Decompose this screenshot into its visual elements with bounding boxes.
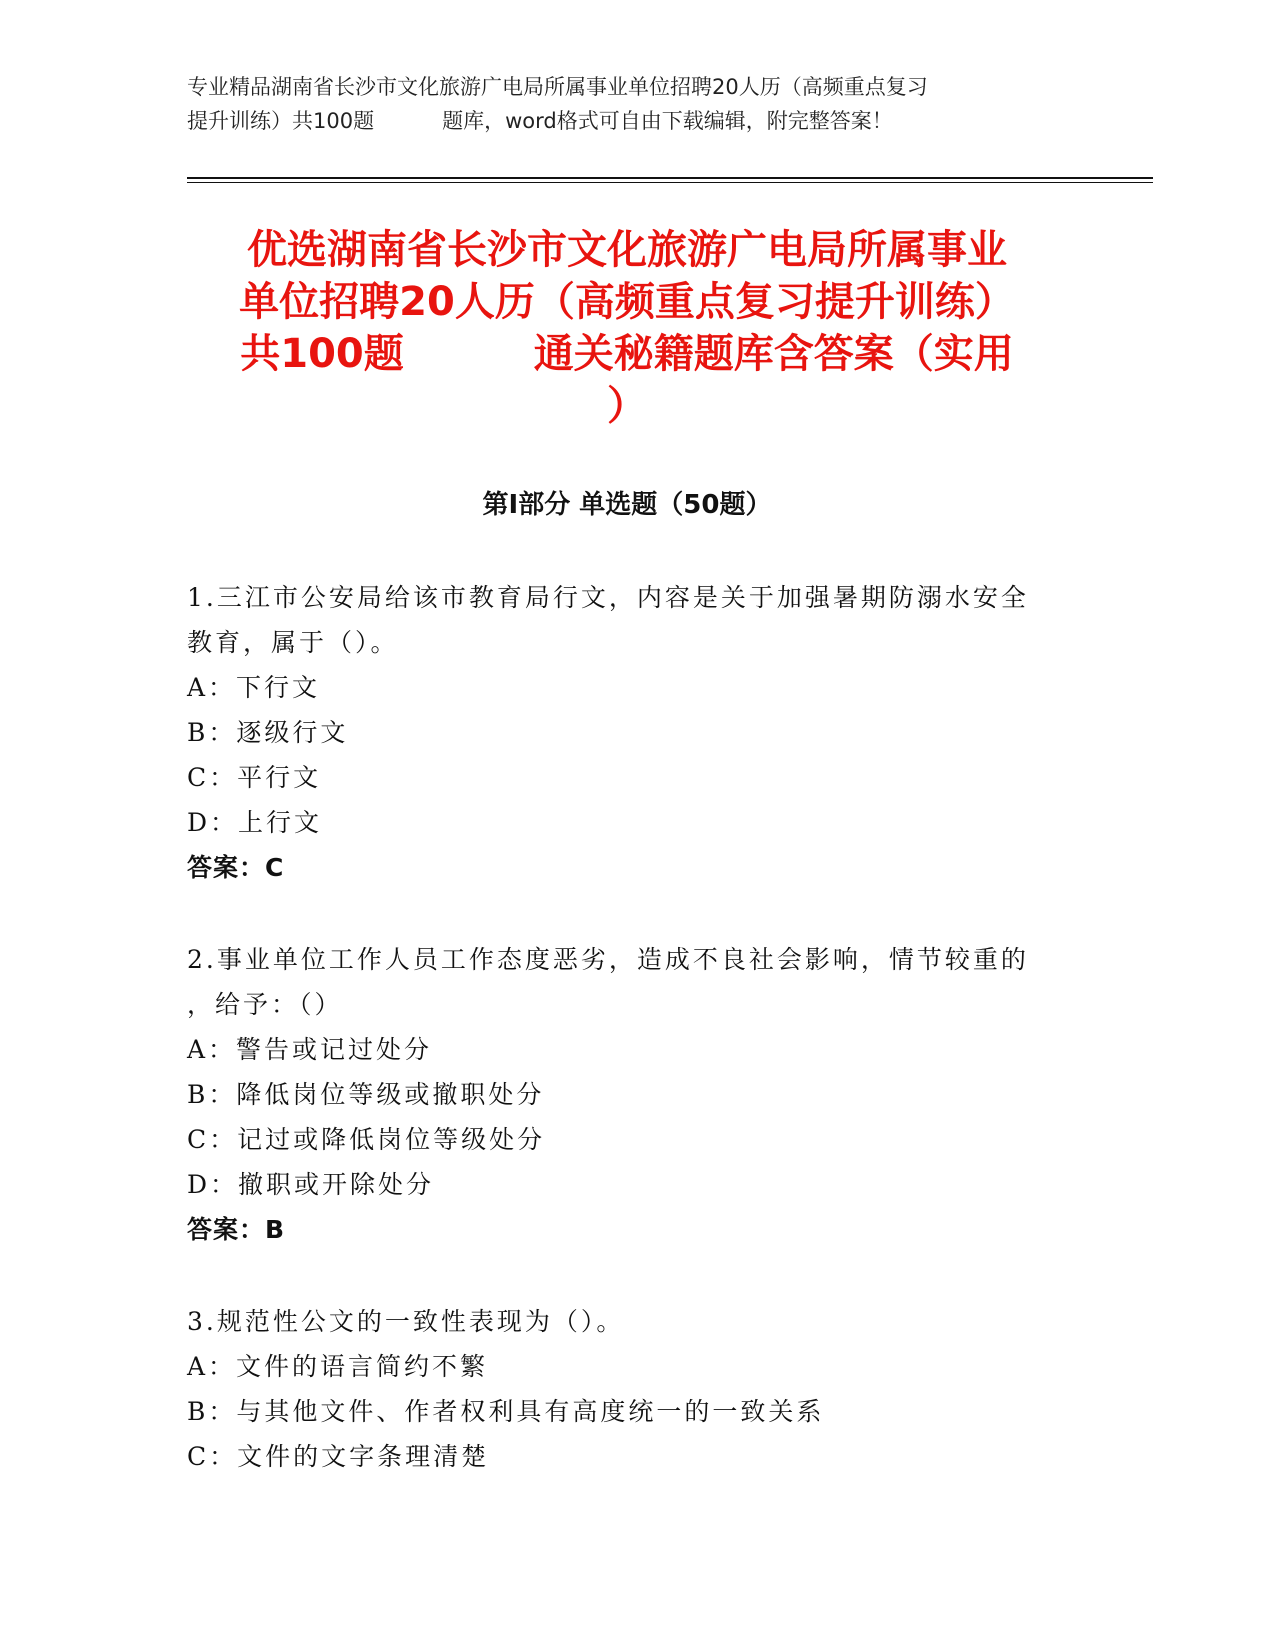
question-1 [187,575,1067,890]
section-title: 第Ⅰ部分 单选题（50题） [482,490,772,520]
answer: 答案：B [187,1215,286,1244]
title-line-2: 单位招聘20人历（高频重点复习提升训练） [239,279,1015,325]
option-a: A：警告或记过处分 [187,1035,433,1064]
title-line-3b: 通关秘籍题库含答案（实用 [533,331,1014,377]
title-line-1: 优选湖南省长沙市文化旅游广电局所属事业 [247,227,1007,273]
title-line-3a: 共100题 [240,331,404,377]
title-line-3 [187,328,1067,380]
question-stem: ，给予：（） [187,990,343,1019]
question-stem: 教育，属于（）。 [187,628,399,657]
page-header [187,70,1067,138]
option-b: B：逐级行文 [187,718,349,747]
option-d: D：撤职或开除处分 [187,1170,435,1199]
question-3 [187,1299,1067,1479]
header-line-1: 专业精品湖南省长沙市文化旅游广电局所属事业单位招聘20人历（高频重点复习 [187,75,928,99]
option-c: C：文件的文字条理清楚 [187,1442,490,1471]
header-line-2a: 提升训练）共100题 [187,109,375,133]
title-line-4: ） [607,383,647,429]
question-stem: 3.规范性公文的一致性表现为（）。 [187,1307,625,1336]
option-a: A：文件的语言简约不繁 [187,1352,489,1381]
header-line-2 [187,104,1067,138]
document-title [187,224,1067,432]
option-b: B：与其他文件、作者权利具有高度统一的一致关系 [187,1397,825,1426]
option-b: B：降低岗位等级或撤职处分 [187,1080,545,1109]
header-line-2b: 题库，word格式可自由下载编辑，附完整答案！ [442,109,893,133]
header-divider-thick [187,177,1153,179]
question-stem: 2.事业单位工作人员工作态度恶劣，造成不良社会影响，情节较重的 [187,945,1029,974]
option-d: D：上行文 [187,808,323,837]
header-divider-thin [187,182,1153,183]
question-stem: 1.三江市公安局给该市教育局行文，内容是关于加强暑期防溺水安全 [187,583,1029,612]
answer: 答案：C [187,853,285,882]
option-c: C：记过或降低岗位等级处分 [187,1125,546,1154]
option-a: A：下行文 [187,673,321,702]
option-c: C：平行文 [187,763,322,792]
question-2 [187,937,1067,1252]
